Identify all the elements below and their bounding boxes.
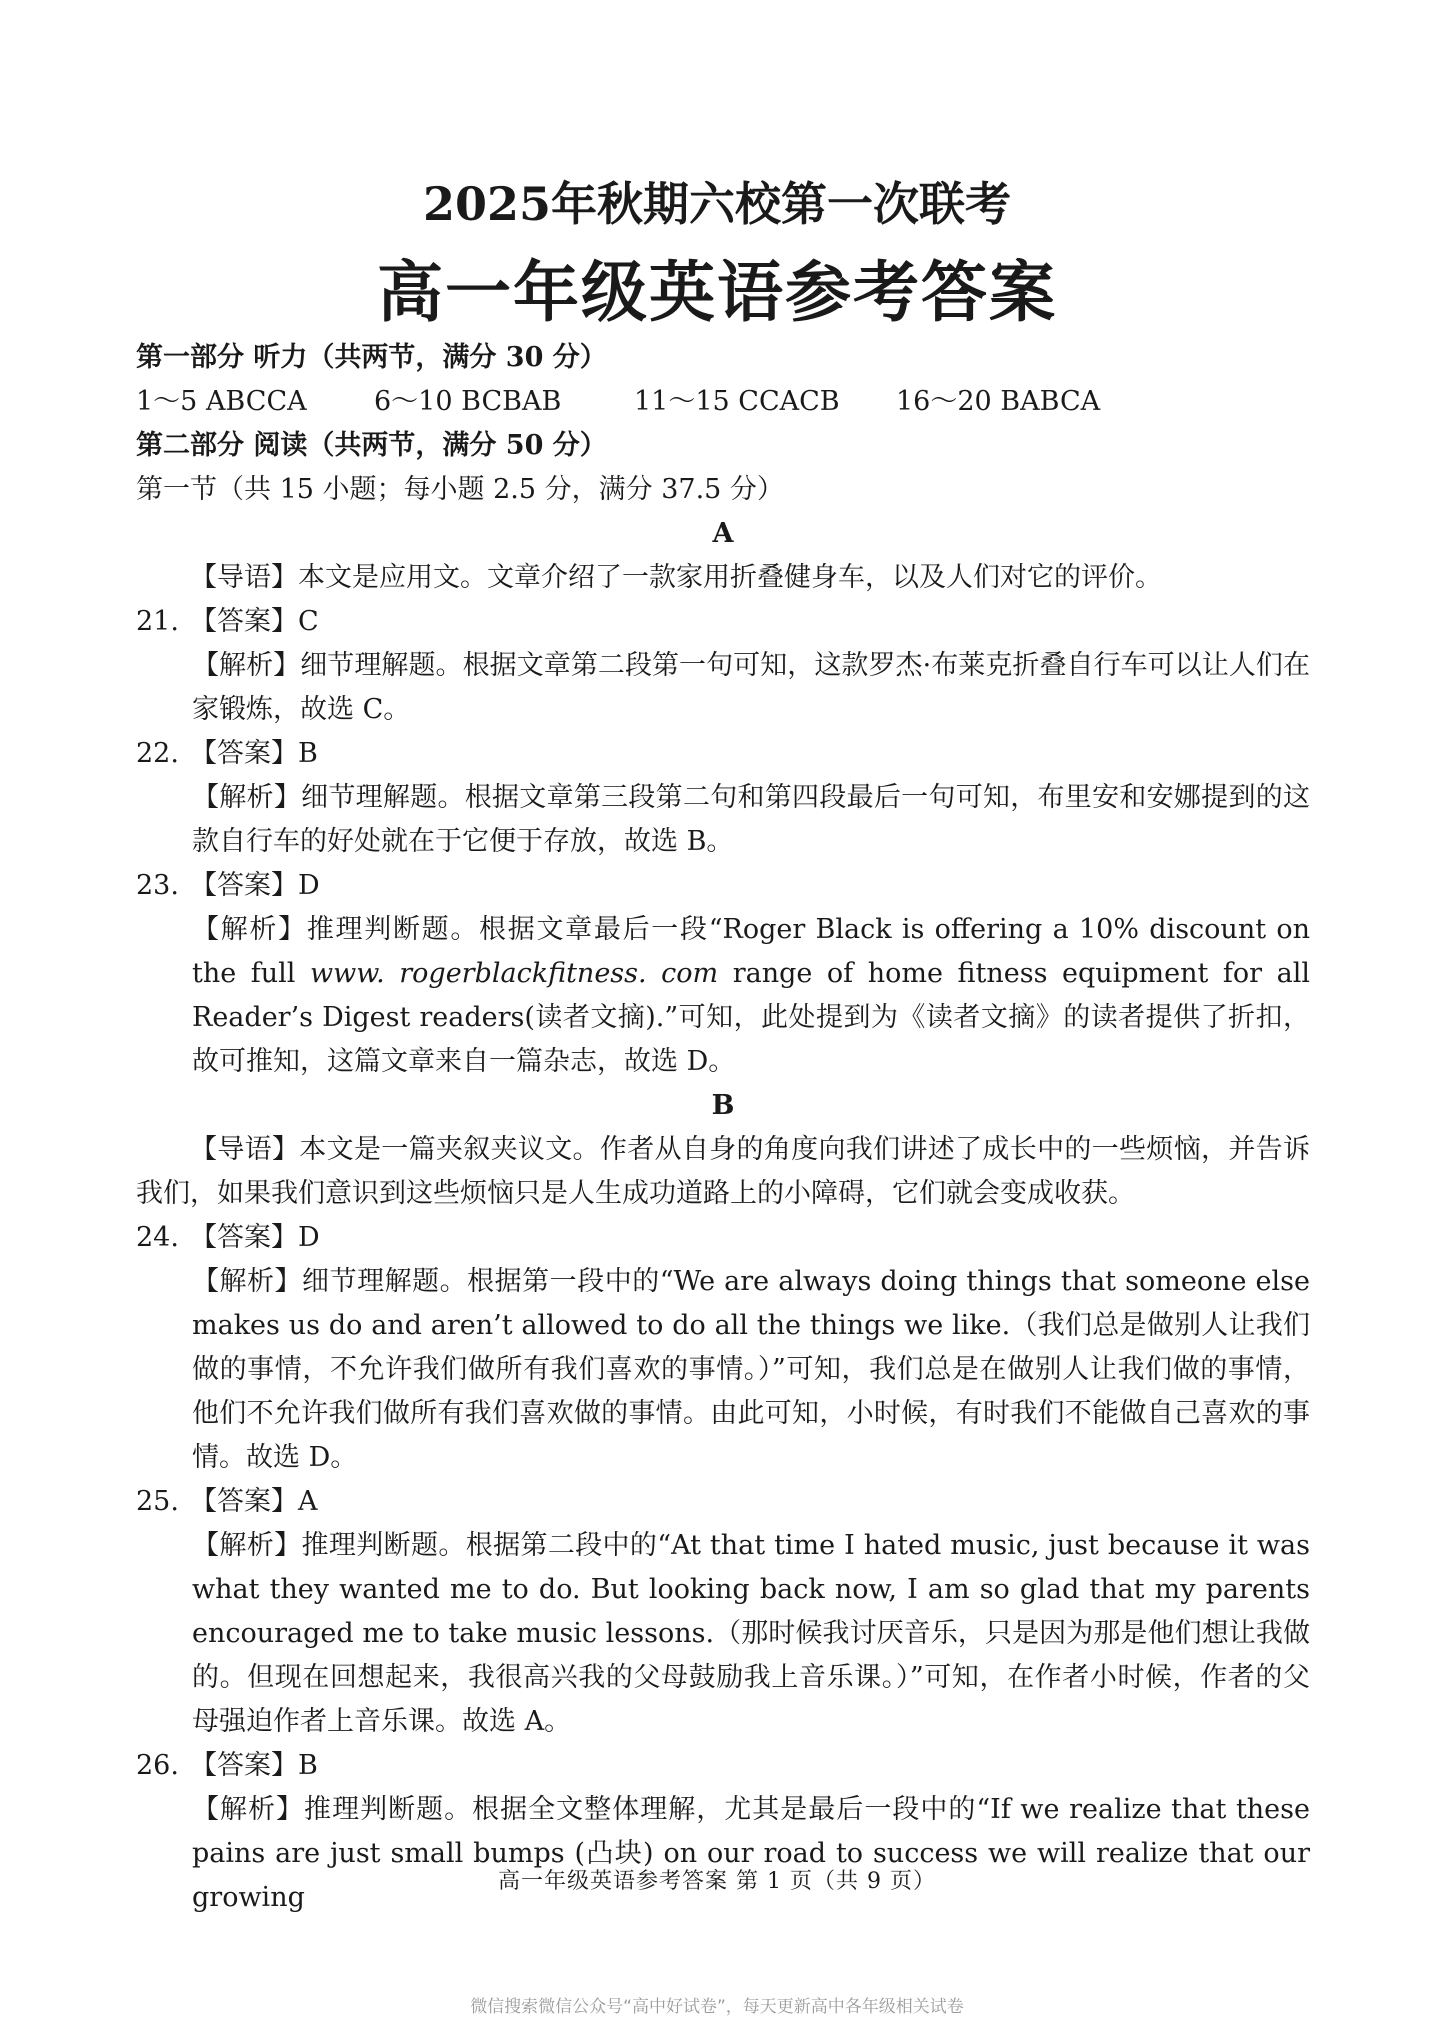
part1-heading: 第一部分 听力（共两节，满分 30 分）: [136, 342, 607, 373]
q22-explanation: 【解析】细节理解题。根据文章第三段第二句和第四段最后一句可知，布里安和安娜提到的这款自行车的好处就在于它便于存放，故选 B。: [192, 782, 1310, 857]
passage-a-intro: 【导语】本文是应用文。文章介绍了一款家用折叠健身车，以及人们对它的评价。: [190, 562, 1162, 593]
q23-answer-text: 【答案】D: [190, 870, 320, 901]
q23-explanation: [136, 908, 1310, 1084]
q22-answer-text: 【答案】B: [190, 738, 318, 769]
q23-explanation-post: range of home fitness equipment for all Reader’s Digest readers(读者文摘).”可知，此处提到为《读者文摘》的读者提供了折扣，故可推知，这篇文章来自一篇杂志，故选 D。: [192, 958, 1310, 1077]
watermark-text: 微信搜索微信公众号“高中好试卷”，每天更新高中各年级相关试卷: [470, 1997, 964, 2017]
document-body: [136, 336, 1310, 1920]
answers-1-5: 1～5 ABCCA: [136, 386, 307, 417]
q24-explanation: 【解析】细节理解题。根据第一段中的“We are always doing things that someone else makes us do and aren’t allowed to do all the things we like.（我们总是做别人让我们做的事情，不允许我们做所有我们喜欢的事情。）”可知，我们总是在做别人让我们做的事情，他们不允许我们做所有我们喜欢做的事情。由此可知，小时候，有时我们不能做自己喜欢的事情。故选 D。: [192, 1266, 1310, 1473]
answer-key-title: 高一年级英语参考答案: [377, 253, 1057, 331]
q26-number: 26.: [136, 1750, 179, 1781]
q24-answer: [136, 1216, 1310, 1260]
q25-answer: [136, 1480, 1310, 1524]
passage-b-intro: 【导语】本文是一篇夹叙夹议文。作者从自身的角度向我们讲述了成长中的一些烦恼，并告诉我们，如果我们意识到这些烦恼只是人生成功道路上的小障碍，它们就会变成收获。: [136, 1134, 1310, 1209]
q25-number: 25.: [136, 1486, 179, 1517]
q25-explanation: 【解析】推理判断题。根据第二段中的“At that time I hated music, just because it was what they wanted me to do. But looking back now, I am so glad that my parents encouraged me to take music lessons.（那时候我讨厌音乐，只是因为那是他们想让我做的。但现在回想起来，我很高兴我的父母鼓励我上音乐课。）”可知，在作者小时候，作者的父母强迫作者上音乐课。故选 A。: [192, 1530, 1310, 1737]
q22-number: 22.: [136, 738, 179, 769]
answers-6-10: 6～10 BCBAB: [374, 386, 562, 417]
passage-b-label: B: [711, 1090, 735, 1121]
q26-answer: [136, 1744, 1310, 1788]
q21-number: 21.: [136, 606, 179, 637]
listening-answers: [136, 380, 1310, 424]
q24-number: 24.: [136, 1222, 179, 1253]
q23-number: 23.: [136, 870, 179, 901]
section1-heading: 第一节（共 15 小题；每小题 2.5 分，满分 37.5 分）: [136, 474, 784, 505]
exam-title: 2025年秋期六校第一次联考: [422, 177, 1012, 231]
q21-answer-text: 【答案】C: [190, 606, 319, 637]
q26-answer-text: 【答案】B: [190, 1750, 318, 1781]
page-footer: 高一年级英语参考答案 第 1 页（共 9 页）: [498, 1869, 936, 1894]
q23-explanation-pre: 【解析】推理判断题。根据文章最后一段“Roger Black is offering a 10% discount on the full: [192, 914, 1310, 989]
q22-answer: [136, 732, 1310, 776]
answers-16-20: 16～20 BABCA: [896, 386, 1101, 417]
q21-explanation: 【解析】细节理解题。根据文章第二段第一句可知，这款罗杰·布莱克折叠自行车可以让人们在家锻炼，故选 C。: [192, 650, 1310, 725]
q24-answer-text: 【答案】D: [190, 1222, 320, 1253]
q23-answer: [136, 864, 1310, 908]
q23-website: www. rogerblackfitness. com: [309, 958, 719, 989]
q21-answer: [136, 600, 1310, 644]
part2-heading: 第二部分 阅读（共两节，满分 50 分）: [136, 430, 607, 461]
q25-answer-text: 【答案】A: [190, 1486, 318, 1517]
answers-11-15: 11～15 CCACB: [634, 386, 840, 417]
q26-explanation: 【解析】推理判断题。根据全文整体理解，尤其是最后一段中的“If we realize that these pains are just small bumps (凸块) on our road to success we will realize that our growing: [192, 1794, 1310, 1913]
passage-a-label: A: [712, 518, 734, 549]
